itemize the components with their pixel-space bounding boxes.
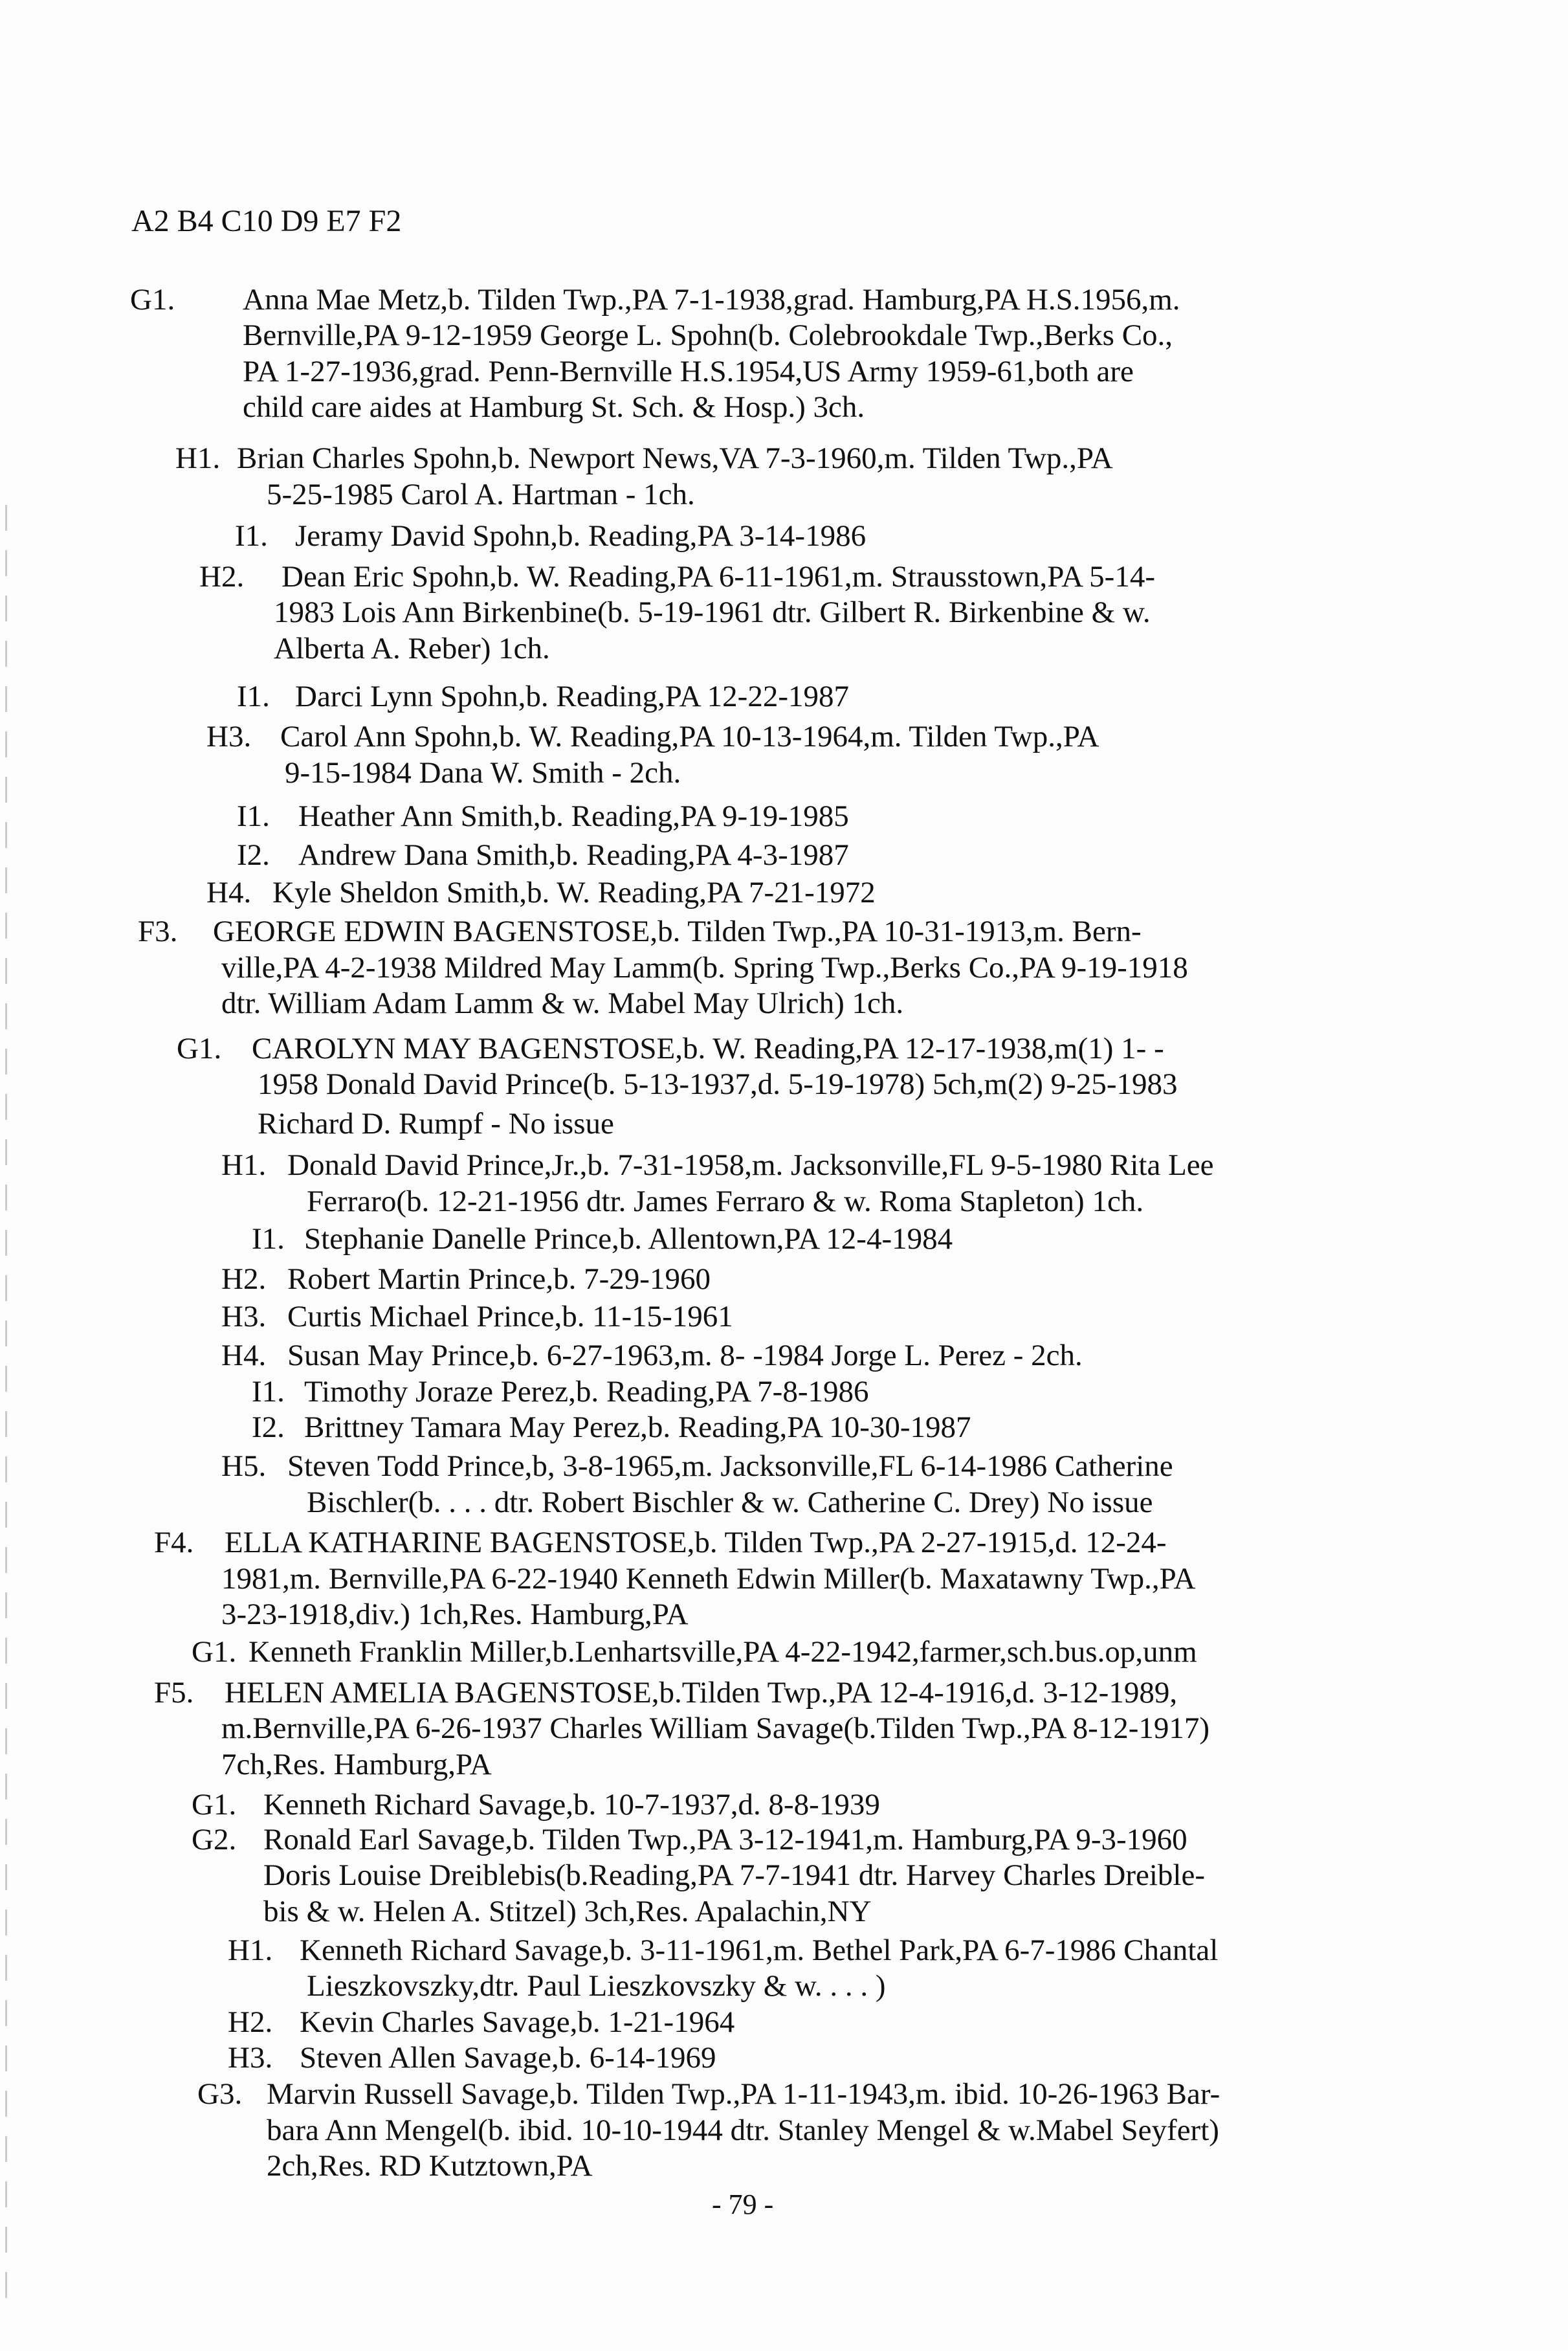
entry-line: GEORGE EDWIN BAGENSTOSE,b. Tilden Twp.,PA 10-31-1913,m. Bern-: [213, 915, 1142, 948]
entry-continuation-line: Bischler(b. . . . dtr. Robert Bischler & w. Catherine C. Drey) No issue: [307, 1486, 1153, 1519]
entry-line: Robert Martin Prince,b. 7-29-1960: [287, 1262, 711, 1296]
entry-continuation-line: 3-23-1918,div.) 1ch,Res. Hamburg,PA: [221, 1598, 689, 1631]
generation-label: H3.: [228, 2041, 273, 2075]
entry-continuation-line: dtr. William Adam Lamm & w. Mabel May Ulrich) 1ch.: [221, 986, 904, 1020]
entry-line: Jeramy David Spohn,b. Reading,PA 3-14-1986: [295, 519, 867, 553]
entry-continuation-line: Lieszkovszky,dtr. Paul Lieszkovszky & w. . . . ): [307, 1969, 886, 2003]
entry-line: Steven Todd Prince,b, 3-8-1965,m. Jacksonville,FL 6-14-1986 Catherine: [287, 1449, 1173, 1483]
entry-line: Susan May Prince,b. 6-27-1963,m. 8- -1984 Jorge L. Perez - 2ch.: [287, 1339, 1083, 1372]
page-number: - 79 -: [712, 2189, 774, 2220]
generation-label: H1.: [221, 1148, 267, 1182]
entry-continuation-line: bis & w. Helen A. Stitzel) 3ch,Res. Apalachin,NY: [263, 1895, 872, 1928]
generation-label: H4.: [221, 1339, 267, 1372]
entry-line: Donald David Prince,Jr.,b. 7-31-1958,m. Jacksonville,FL 9-5-1980 Rita Lee: [287, 1148, 1214, 1182]
entry-continuation-line: 5-25-1985 Carol A. Hartman - 1ch.: [267, 478, 695, 511]
entry-line: Curtis Michael Prince,b. 11-15-1961: [287, 1300, 733, 1333]
generation-label: H2.: [221, 1262, 267, 1296]
entry-line: Marvin Russell Savage,b. Tilden Twp.,PA 1-11-1943,m. ibid. 10-26-1963 Bar-: [267, 2077, 1220, 2111]
entry-continuation-line: PA 1-27-1936,grad. Penn-Bernville H.S.1954,US Army 1959-61,both are: [243, 355, 1134, 388]
generation-label: F5.: [154, 1676, 194, 1710]
generation-label: H1.: [228, 1933, 273, 1967]
entry-line: Anna Mae Metz,b. Tilden Twp.,PA 7-1-1938,grad. Hamburg,PA H.S.1956,m.: [243, 283, 1180, 317]
generation-label: I2.: [237, 838, 270, 872]
generation-label: I1.: [237, 799, 270, 833]
generation-label: H2.: [228, 2005, 273, 2039]
generation-label: H1.: [175, 441, 221, 475]
generation-label: H4.: [206, 876, 252, 909]
generation-label: I1.: [237, 680, 270, 713]
entry-line: Brian Charles Spohn,b. Newport News,VA 7-3-1960,m. Tilden Twp.,PA: [237, 441, 1113, 475]
entry-line: ELLA KATHARINE BAGENSTOSE,b. Tilden Twp.,PA 2-27-1915,d. 12-24-: [225, 1526, 1167, 1559]
entry-continuation-line: 9-15-1984 Dana W. Smith - 2ch.: [285, 756, 681, 790]
entry-line: Dean Eric Spohn,b. W. Reading,PA 6-11-1961,m. Strausstown,PA 5-14-: [282, 560, 1155, 594]
entry-continuation-line: 1981,m. Bernville,PA 6-22-1940 Kenneth Edwin Miller(b. Maxatawny Twp.,PA: [221, 1562, 1196, 1596]
generation-label: H3.: [206, 720, 252, 753]
entry-continuation-line: 7ch,Res. Hamburg,PA: [221, 1748, 492, 1781]
entry-continuation-line: bara Ann Mengel(b. ibid. 10-10-1944 dtr. Stanley Mengel & w.Mabel Seyfert): [267, 2113, 1219, 2147]
entry-continuation-line: Alberta A. Reber) 1ch.: [274, 632, 550, 665]
entry-line: Ronald Earl Savage,b. Tilden Twp.,PA 3-12-1941,m. Hamburg,PA 9-3-1960: [263, 1823, 1187, 1856]
entry-line: Kenneth Franklin Miller,b.Lenhartsville,PA 4-22-1942,farmer,sch.bus.op,unm: [248, 1635, 1197, 1669]
generation-label: H2.: [199, 560, 245, 594]
entry-line: Darci Lynn Spohn,b. Reading,PA 12-22-1987: [295, 680, 849, 713]
generation-label: G1.: [192, 1635, 237, 1669]
entry-line: Andrew Dana Smith,b. Reading,PA 4-3-1987: [298, 838, 849, 872]
generation-label: H5.: [221, 1449, 267, 1483]
generation-label: F3.: [138, 915, 178, 948]
entry-line: Stephanie Danelle Prince,b. Allentown,PA 12-4-1984: [304, 1222, 953, 1256]
generation-label: G1.: [177, 1032, 222, 1065]
generation-label: I2.: [252, 1410, 285, 1444]
entry-line: Kenneth Richard Savage,b. 3-11-1961,m. Bethel Park,PA 6-7-1986 Chantal: [300, 1933, 1219, 1967]
entry-line: Heather Ann Smith,b. Reading,PA 9-19-1985: [298, 799, 849, 833]
entry-line: Kyle Sheldon Smith,b. W. Reading,PA 7-21-1972: [272, 876, 876, 909]
entry-line: Kevin Charles Savage,b. 1-21-1964: [300, 2005, 735, 2039]
generation-label: G2.: [192, 1823, 237, 1856]
lineage-header: A2 B4 C10 D9 E7 F2: [131, 204, 402, 238]
generation-label: H3.: [221, 1300, 267, 1333]
entry-line: Brittney Tamara May Perez,b. Reading,PA 10-30-1987: [304, 1410, 971, 1444]
generation-label: F4.: [154, 1526, 194, 1559]
entry-continuation-line: 2ch,Res. RD Kutztown,PA: [267, 2149, 593, 2183]
entry-line: Kenneth Richard Savage,b. 10-7-1937,d. 8-8-1939: [263, 1788, 880, 1822]
entry-continuation-line: Bernville,PA 9-12-1959 George L. Spohn(b. Colebrookdale Twp.,Berks Co.,: [243, 318, 1173, 352]
generation-label: G3.: [197, 2077, 243, 2111]
entry-continuation-line: Doris Louise Dreiblebis(b.Reading,PA 7-7-1941 dtr. Harvey Charles Dreible-: [263, 1858, 1205, 1892]
entry-continuation-line: 1983 Lois Ann Birkenbine(b. 5-19-1961 dtr. Gilbert R. Birkenbine & w.: [274, 596, 1151, 629]
entry-line: Steven Allen Savage,b. 6-14-1969: [300, 2041, 716, 2075]
entry-line: HELEN AMELIA BAGENSTOSE,b.Tilden Twp.,PA 12-4-1916,d. 3-12-1989,: [225, 1676, 1178, 1710]
entry-continuation-line: Richard D. Rumpf - No issue: [258, 1107, 614, 1141]
entry-continuation-line: 1958 Donald David Prince(b. 5-13-1937,d. 5-19-1978) 5ch,m(2) 9-25-1983: [258, 1067, 1178, 1101]
generation-label: I1.: [235, 519, 268, 553]
entry-line: Carol Ann Spohn,b. W. Reading,PA 10-13-1964,m. Tilden Twp.,PA: [280, 720, 1099, 753]
binding-edge-marks: [5, 505, 7, 2317]
entry-continuation-line: m.Bernville,PA 6-26-1937 Charles William Savage(b.Tilden Twp.,PA 8-12-1917): [221, 1711, 1210, 1745]
entry-line: CAROLYN MAY BAGENSTOSE,b. W. Reading,PA 12-17-1938,m(1) 1- -: [252, 1032, 1164, 1065]
generation-label: I1.: [252, 1375, 285, 1409]
generation-label: G1.: [192, 1788, 237, 1822]
entry-continuation-line: ville,PA 4-2-1938 Mildred May Lamm(b. Spring Twp.,Berks Co.,PA 9-19-1918: [221, 951, 1188, 985]
generation-label: G1.: [130, 283, 175, 317]
entry-continuation-line: child care aides at Hamburg St. Sch. & Hosp.) 3ch.: [243, 390, 865, 424]
generation-label: I1.: [252, 1222, 285, 1256]
entry-line: Timothy Joraze Perez,b. Reading,PA 7-8-1986: [304, 1375, 869, 1409]
entry-continuation-line: Ferraro(b. 12-21-1956 dtr. James Ferraro & w. Roma Stapleton) 1ch.: [307, 1185, 1144, 1218]
